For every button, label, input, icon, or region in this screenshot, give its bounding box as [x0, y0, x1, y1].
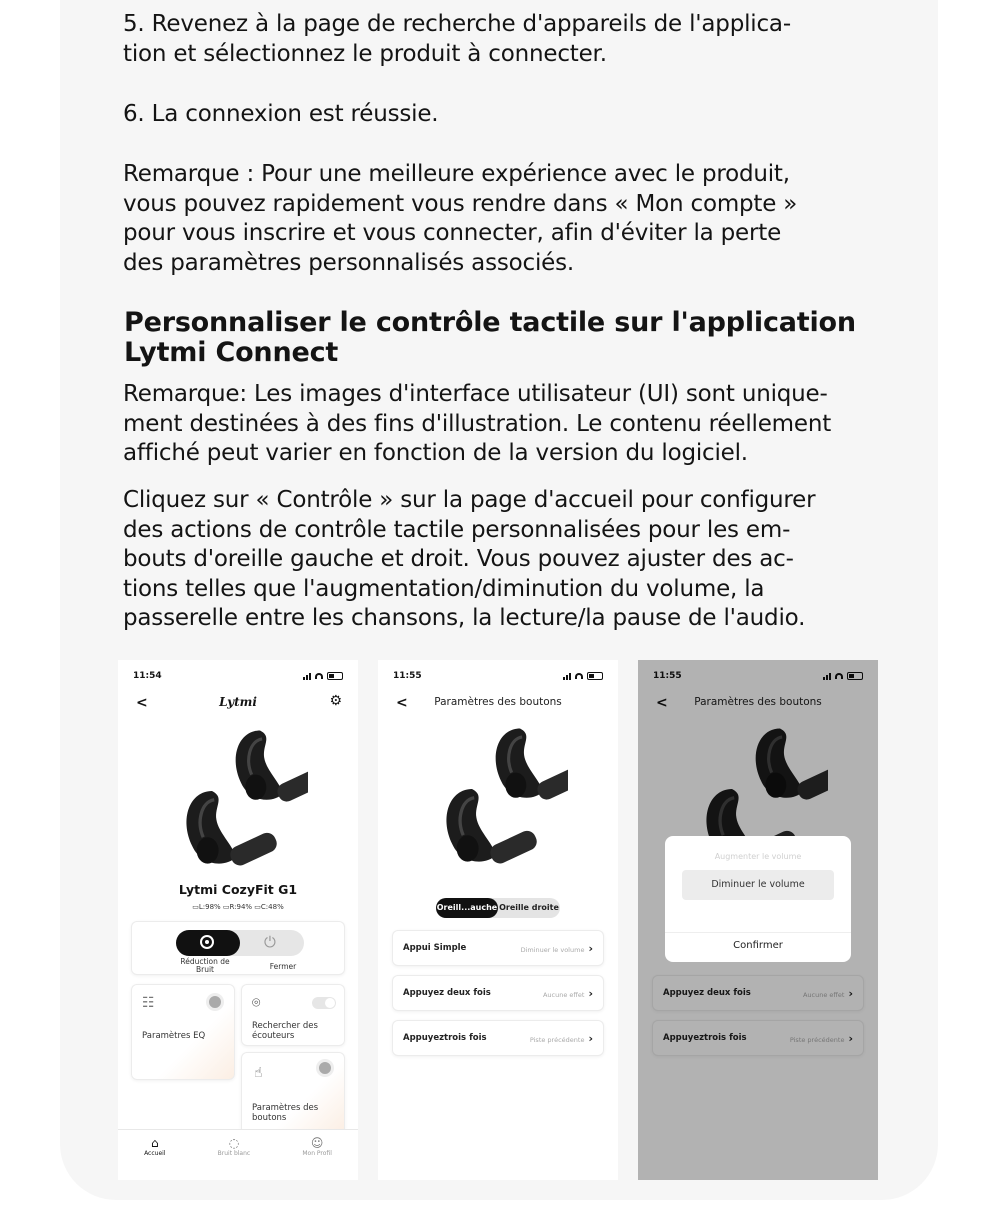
chevron-left-icon[interactable]: <: [136, 695, 148, 711]
status-time: 11:55: [393, 671, 422, 681]
find-toggle[interactable]: [312, 997, 336, 1009]
planet-icon: ◌: [228, 1136, 240, 1150]
eq-settings-label: Paramètres EQ: [142, 1031, 206, 1041]
page-title: Paramètres des boutons: [434, 696, 562, 708]
action-picker-modal: [665, 836, 851, 962]
divider: [665, 932, 851, 933]
status-time: 11:54: [133, 671, 162, 681]
bottom-nav: [118, 1129, 358, 1180]
chevron-right-icon: ›: [588, 941, 593, 955]
off-label: Fermer: [269, 962, 297, 971]
phone-screenshot-home: [118, 660, 358, 1180]
noise-mode-panel: [131, 921, 345, 975]
profile-icon: ☺: [310, 1136, 324, 1150]
button-settings-tile[interactable]: [241, 1052, 345, 1134]
step-6-text: 6. La connexion est réussie.: [123, 101, 439, 127]
home-icon: ⌂: [150, 1136, 159, 1150]
setting-row[interactable]: Appui Simple Diminuer le volume ›: [392, 930, 604, 966]
status-icons: [563, 672, 603, 680]
ear-selector: [436, 898, 560, 918]
touch-icon: ☝: [254, 1065, 263, 1081]
section-heading: Personnaliser le contrôle tactile sur l'application Lytmi Connect: [124, 307, 856, 368]
gear-icon[interactable]: ⚙: [329, 693, 342, 709]
step-5-text: 5. Revenez à la page de recherche d'appareils de l'applica- tion et sélectionnez le produit à connecter.: [123, 11, 791, 67]
chevron-right-icon: ›: [588, 1031, 593, 1045]
battery-levels: ▭L:98% ▭R:94% ▭C:48%: [192, 903, 284, 911]
phone-screenshot-action-picker: [638, 660, 878, 1180]
setting-row[interactable]: Appuyez deux fois Aucune effet ›: [652, 975, 864, 1011]
status-time: 11:55: [653, 671, 682, 681]
picker-option[interactable]: Augmenter le volume: [714, 852, 802, 861]
noise-reduction-icon: [200, 935, 214, 949]
eq-settings-tile[interactable]: [131, 984, 235, 1080]
app-logo: Lytmi: [219, 695, 257, 709]
tab-right-ear[interactable]: Oreille droite: [499, 903, 559, 912]
chevron-right-icon: ›: [848, 986, 853, 1000]
tab-left-ear[interactable]: Oreill...auche: [436, 898, 498, 918]
find-earbuds-label: Rechercher des écouteurs: [252, 1021, 318, 1041]
status-bar: [133, 670, 343, 682]
setting-row[interactable]: Appuyeztrois fois Piste précédente ›: [392, 1020, 604, 1056]
location-pin-icon: ⌾: [252, 995, 261, 1011]
status-bar: [393, 670, 603, 682]
nav-profile[interactable]: ☺ Mon Profil: [302, 1136, 332, 1157]
picker-option-selected[interactable]: Diminuer le volume: [682, 870, 834, 900]
chevron-right-icon: ›: [848, 1031, 853, 1045]
noise-reduction-option[interactable]: [176, 930, 240, 956]
remark-ui-text: Remarque: Les images d'interface utilisateur (UI) sont unique- ment destinées à des fins d'illustration. Le contenu réellement affiché peut varier en fonction de la version du logiciel.: [123, 381, 832, 466]
chevron-right-icon: ›: [588, 986, 593, 1000]
earbuds-image: [428, 718, 568, 878]
decorative-dot: [316, 1059, 334, 1077]
decorative-dot: [206, 993, 224, 1011]
nav-white-noise[interactable]: ◌ Bruit blanc: [217, 1136, 251, 1157]
chevron-left-icon[interactable]: <: [396, 695, 408, 711]
noise-mode-toggle[interactable]: [176, 930, 304, 956]
earbuds-image: [168, 720, 308, 880]
confirm-button[interactable]: Confirmer: [733, 940, 783, 951]
setting-row[interactable]: Appuyeztrois fois Piste précédente ›: [652, 1020, 864, 1056]
setting-row[interactable]: Appuyez deux fois Aucune effet ›: [392, 975, 604, 1011]
power-icon[interactable]: ⏻: [264, 933, 276, 951]
page-title: Paramètres des boutons: [694, 696, 822, 708]
status-icons: [303, 672, 343, 680]
find-earbuds-tile[interactable]: [241, 984, 345, 1046]
nav-home[interactable]: ⌂ Accueil: [144, 1136, 166, 1157]
noise-reduction-label: Réduction de Bruit: [180, 957, 230, 974]
remark-account-text: Remarque : Pour une meilleure expérience avec le produit, vous pouvez rapidement vous rendre dans « Mon compte » pour vous inscrire et vous connecter, afin d'éviter la perte des paramètres personnalisés associés.: [123, 161, 798, 276]
button-settings-label: Paramètres des boutons: [252, 1103, 319, 1123]
instructions-text: Cliquez sur « Contrôle » sur la page d'accueil pour configurer des actions de contrôle tactile personnalisées pour les em- bouts d'oreille gauche et droit. Vous pouvez ajuster des ac- tions telles que l'augmentation/diminution du volume, la passerelle entre les chansons, la lecture/la pause de l'audio.: [123, 487, 816, 631]
device-name: Lytmi CozyFit G1: [178, 882, 298, 897]
equalizer-icon: ☷: [142, 995, 155, 1011]
chevron-left-icon[interactable]: <: [656, 695, 668, 711]
phone-screenshot-button-settings: [378, 660, 618, 1180]
